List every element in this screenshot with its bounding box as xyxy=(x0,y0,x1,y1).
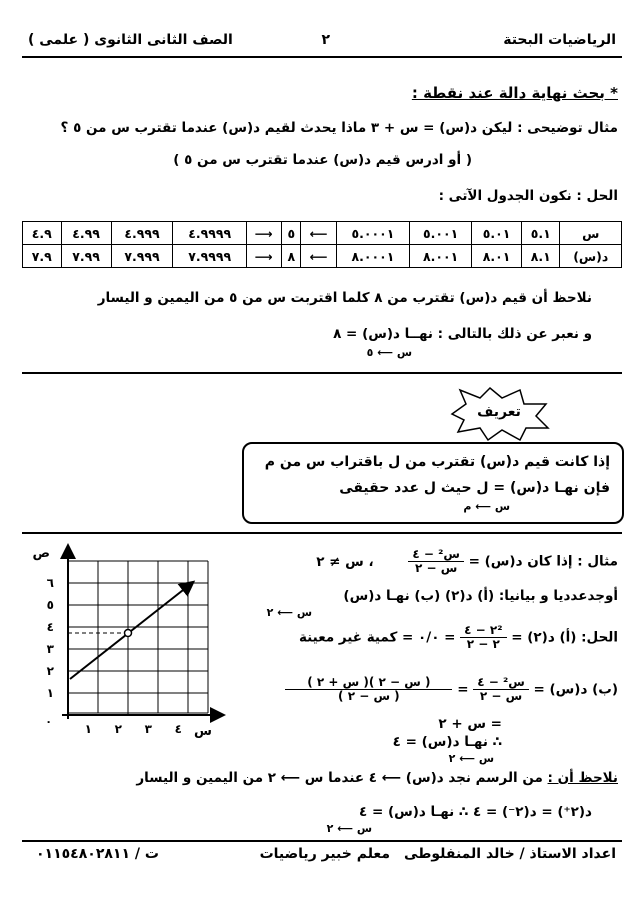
table-cell: ٤.٩٩ xyxy=(61,222,111,245)
line-graph xyxy=(32,543,227,743)
definition-box xyxy=(242,442,624,524)
arrow-icon: ⟵ xyxy=(301,245,336,268)
example2-condition: ، س ≠ ٢ xyxy=(316,553,374,570)
observation2-text: من الرسم نجد د(س) ⟵ ٤ عندما س ⟵ ٢ من اليمين و اليسار xyxy=(136,770,543,786)
x-tick-label: ٢ xyxy=(114,722,122,736)
section-divider xyxy=(22,372,622,374)
example2-find: أوجدعدديا و بيانيا: (أ) د(٢) (ب) نهـا د(س) xyxy=(343,588,618,604)
x-axis-label: س xyxy=(194,724,212,739)
solution-a: الحل: (أ) د(٢) = $\frac{\text{٢² − ٤}}{٢ - ٢}$ = ٠/٠ = كمية غير معينة xyxy=(298,623,618,651)
table-cell: ٧.٩٩ xyxy=(61,245,111,268)
origin-label: ٠ xyxy=(45,715,52,728)
table-cell: ٨.١ xyxy=(522,245,560,268)
table-cell: ٨.٠٠٠١ xyxy=(336,245,410,268)
solution-b-factored xyxy=(285,676,452,703)
table-cell: ٨.٠٠١ xyxy=(410,245,472,268)
definition-line1: إذا كانت قيم د(س) تقترب من ل باقتراب س من م xyxy=(264,454,610,470)
observation1: نلاحظ أن قيم د(س) تقترب من ٨ كلما اقتربت س من ٥ من اليمين و اليسار xyxy=(97,290,592,306)
y-tick-label: ٤ xyxy=(46,620,54,634)
table-cell: ٥ xyxy=(282,222,301,245)
x-tick-label: ١ xyxy=(84,722,92,736)
solution-b-simplified: = س + ٢ xyxy=(438,716,502,732)
subject-title: الرياضيات البحتة xyxy=(503,32,616,48)
table-row xyxy=(23,222,622,245)
table-cell: ٥.٠٠٠١ xyxy=(336,222,410,245)
table-cell: ٤.٩ xyxy=(23,222,62,245)
table-cell: ٧.٩٩٩ xyxy=(111,245,173,268)
indeterminate-form: ٠/٠ xyxy=(418,629,440,646)
page-header xyxy=(22,28,622,54)
table-cell: ٤.٩٩٩٩ xyxy=(173,222,247,245)
table-row xyxy=(23,245,622,268)
y-tick-label: ٦ xyxy=(46,576,54,590)
section-title xyxy=(26,84,618,102)
definition-line2: فإن نهـا د(س) = ل حيث ل عدد حقيقى xyxy=(339,480,610,496)
table-cell: ٥.٠١ xyxy=(471,222,521,245)
solution-b-fraction xyxy=(473,676,529,703)
worksheet-page xyxy=(22,28,622,878)
solution-a-fraction xyxy=(460,624,506,651)
footer-divider xyxy=(22,840,622,842)
example2-statement xyxy=(316,548,618,575)
observation2-line2: د(٢⁺) = د(٢⁻) = ٤ ∴ نهـا د(س) = ٤ xyxy=(359,804,592,820)
solution-b-limit-subscript: س ⟵ ٢ xyxy=(448,752,494,765)
solution-b-prefix: (ب) د(س) = xyxy=(533,681,618,698)
arrow-icon: ⟵ xyxy=(246,222,281,245)
value-table xyxy=(22,221,622,268)
badge-label: تعريف xyxy=(477,404,521,420)
example2-find-subscript: س ⟵ ٢ xyxy=(266,606,312,619)
solution-b-limit: ∴ نهـا د(س) = ٤ xyxy=(392,734,502,750)
definition-subscript: س ⟵ م xyxy=(463,500,510,513)
table-cell: ٨ xyxy=(282,245,301,268)
limit-subscript1: س ⟵ ٥ xyxy=(366,346,412,359)
y-tick-label: ٢ xyxy=(46,664,54,678)
section-divider xyxy=(22,532,622,534)
fx-label: د(س) xyxy=(560,245,622,268)
example2-fraction xyxy=(408,548,464,575)
footer-role: معلم خبير رياضيات xyxy=(259,846,390,862)
y-tick-label: ٥ xyxy=(46,598,54,612)
y-tick-label: ٣ xyxy=(46,642,54,656)
observation2 xyxy=(26,770,618,786)
table-cell: ٨.٠١ xyxy=(471,245,521,268)
section-title-text: * بحث نهاية دالة عند نقطة : xyxy=(411,84,618,102)
x-tick-label: ٣ xyxy=(144,722,152,736)
fraction-denominator: ( س − ٢ ) xyxy=(338,689,400,703)
footer-phone: ت / ٠١١٥٤٨٠٢٨١١ xyxy=(36,846,159,862)
example2-prefix: مثال : إذا كان د(س) = xyxy=(468,553,618,570)
x-tick-label: ٤ xyxy=(174,722,182,736)
definition-badge xyxy=(444,386,554,442)
table-cell: ٧.٩٩٩٩ xyxy=(173,245,247,268)
y-axis-label: ص xyxy=(32,546,50,561)
y-tick-label: ١ xyxy=(46,686,54,700)
fraction-denominator: س − ٢ xyxy=(479,689,523,703)
footer-author: اعداد الاستاذ / خالد المنفلوطى xyxy=(404,846,616,862)
fraction-numerator: ٢² − ٤ xyxy=(460,624,506,638)
x-label: س xyxy=(560,222,622,245)
table-cell: ٥.١ xyxy=(522,222,560,245)
fraction-numerator: س² − ٤ xyxy=(473,676,529,690)
observation2-label: نلاحظ أن : xyxy=(547,770,618,786)
table-cell: ٥.٠٠١ xyxy=(410,222,472,245)
solution-a-result: كمية غير معينة xyxy=(298,629,398,646)
example1-statement: مثال توضيحى : ليكن د(س) = س + ٣ ماذا يحدث لقيم د(س) عندما تقترب س من ٥ ؟ xyxy=(60,120,618,136)
fraction-numerator: س² − ٤ xyxy=(408,548,464,562)
arrow-icon: ⟵ xyxy=(246,245,281,268)
graph-svg xyxy=(32,543,227,743)
observation2-subscript: س ⟵ ٢ xyxy=(326,822,372,835)
table-cell: ٤.٩٩٩ xyxy=(111,222,173,245)
example1-solution-intro: الحل : نكون الجدول الآتى : xyxy=(438,188,618,204)
table-cell: ٧.٩ xyxy=(23,245,62,268)
fraction-denominator: ٢ − ٢ xyxy=(466,637,500,651)
solution-a-prefix: الحل: (أ) د(٢) = xyxy=(511,629,618,646)
solution-b: (ب) د(س) = $\frac{\text{س² − ٤}}{\text{س − ٢}}$ = $\frac{\text{( س − ٢ )( س + ٢ )}}{\text{( س − ٢ )}}$ xyxy=(285,676,618,703)
fraction-denominator: س − ٢ xyxy=(414,561,458,575)
grade-title: الصف الثانى الثانوى ( علمى ) xyxy=(28,32,233,48)
page-number: ٢ xyxy=(321,32,330,48)
fraction-numerator: ( س − ٢ )( س + ٢ ) xyxy=(285,676,452,690)
header-divider xyxy=(22,56,622,58)
arrow-icon: ⟵ xyxy=(301,222,336,245)
limit-expression1: و نعبر عن ذلك بالتالى : نهــا د(س) = ٨ xyxy=(333,326,592,342)
example1-alt: ( أو ادرس قيم د(س) عندما تقترب س من ٥ ) xyxy=(173,152,472,168)
